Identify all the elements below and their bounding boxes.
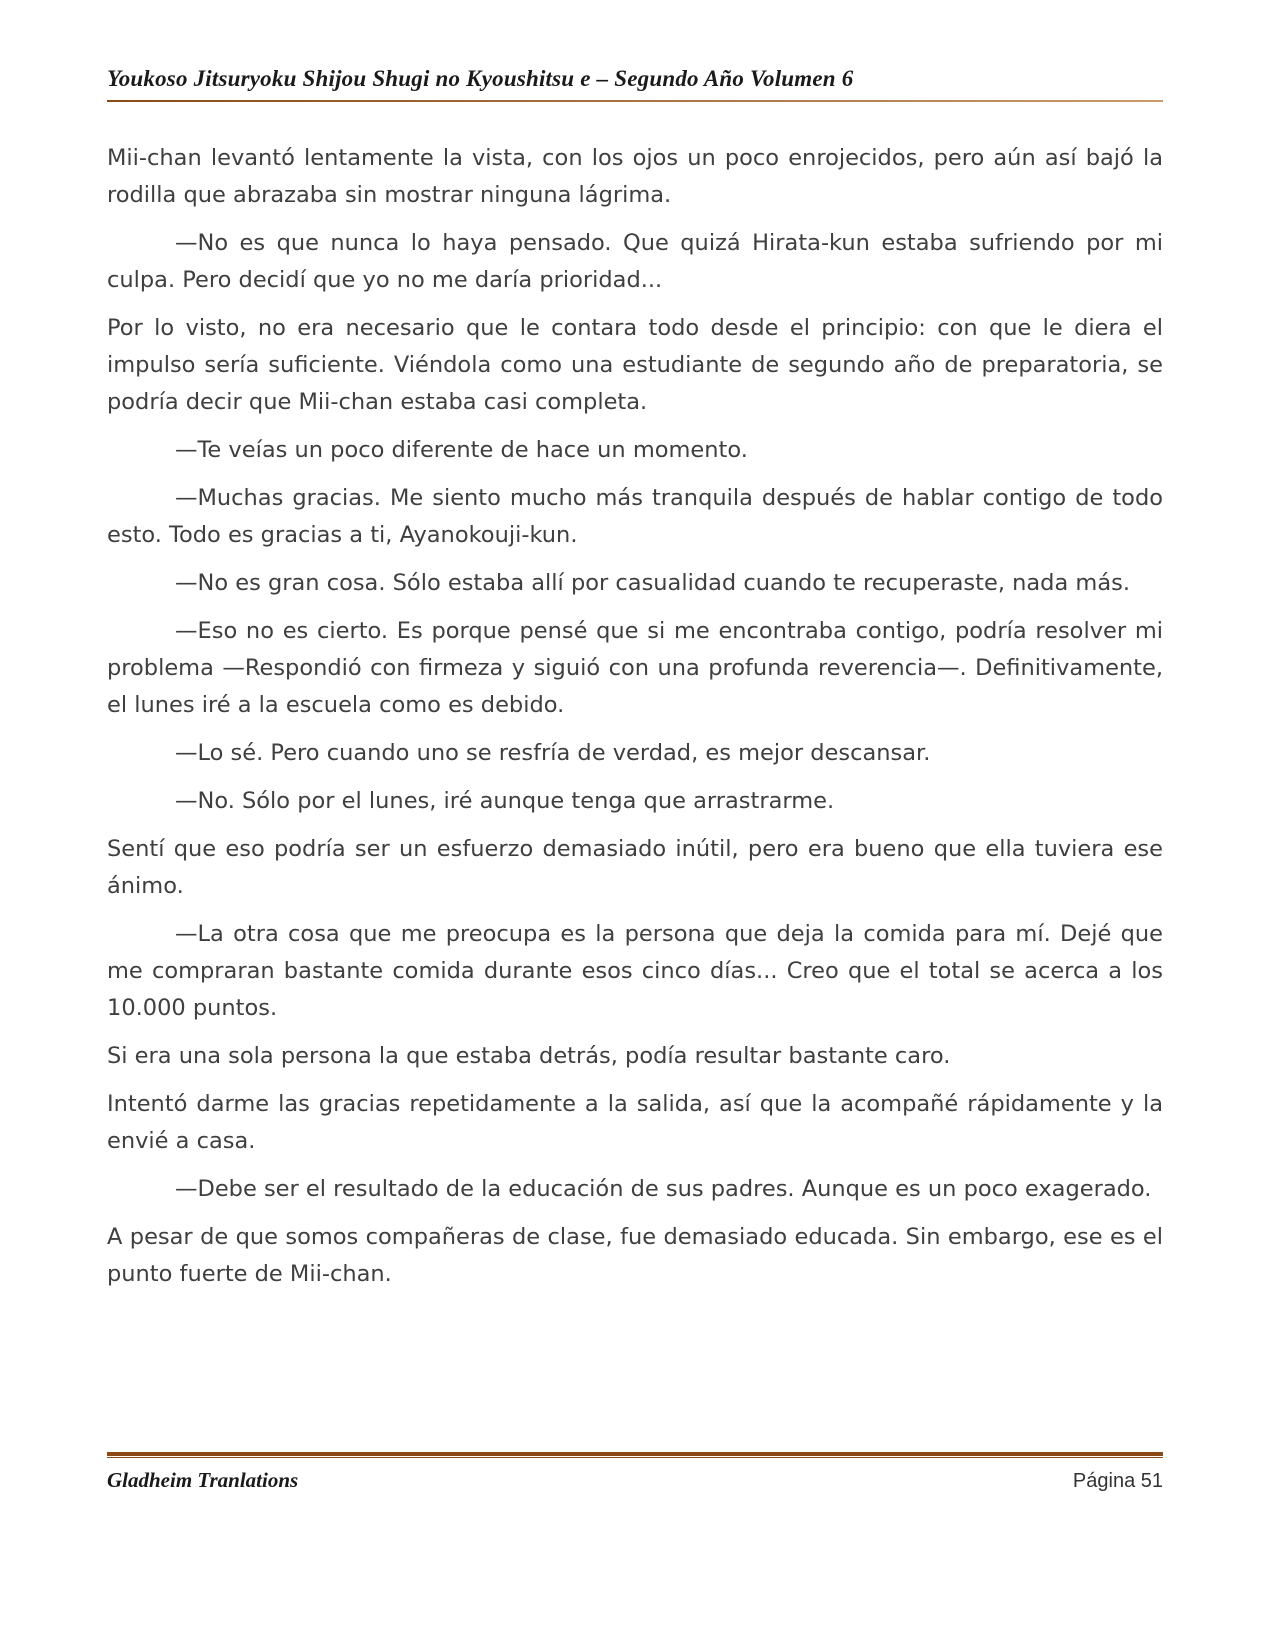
paragraph: Si era una sola persona la que estaba detrás, podía resultar bastante caro.	[107, 1043, 951, 1069]
paragraph: Intentó darme las gracias repetidamente a la salida, así que la acompañé rápidamente y la envié a casa.	[107, 1091, 1163, 1154]
footer-rule	[107, 1452, 1163, 1458]
paragraph: A pesar de que somos compañeras de clase, fue demasiado educada. Sin embargo, ese es el punto fuerte de Mii-chan.	[107, 1224, 1163, 1287]
paragraph: —Debe ser el resultado de la educación de sus padres. Aunque es un poco exagerado.	[175, 1176, 1152, 1202]
page-footer	[107, 1452, 1163, 1493]
header-title: Youkoso Jitsuryoku Shijou Shugi no Kyoushitsu e – Segundo Año Volumen 6	[107, 66, 854, 91]
page-number: Página 51	[1072, 1470, 1163, 1492]
paragraph: —Muchas gracias. Me siento mucho más tranquila después de hablar contigo de todo esto. Todo es gracias a ti, Ayanokouji-kun.	[107, 485, 1163, 548]
paragraph: —No. Sólo por el lunes, iré aunque tenga que arrastrarme.	[175, 788, 835, 814]
paragraph: Por lo visto, no era necesario que le contara todo desde el principio: con que le diera el impulso sería suficiente. Viéndola como una estudiante de segundo año de preparatoria, se podría decir que Mii-chan estaba casi completa.	[107, 315, 1163, 415]
page-header	[107, 66, 1163, 102]
paragraph: —Te veías un poco diferente de hace un momento.	[175, 437, 748, 463]
translator-credit: Gladheim Tranlations	[107, 1468, 299, 1492]
paragraph: Mii-chan levantó lentamente la vista, con los ojos un poco enrojecidos, pero aún así bajó la rodilla que abrazaba sin mostrar ninguna lágrima.	[107, 145, 1163, 208]
footer-row	[107, 1468, 1163, 1493]
paragraph: Sentí que eso podría ser un esfuerzo demasiado inútil, pero era bueno que ella tuviera ese ánimo.	[107, 836, 1163, 899]
paragraph: —No es gran cosa. Sólo estaba allí por casualidad cuando te recuperaste, nada más.	[175, 570, 1130, 596]
paragraph: —Lo sé. Pero cuando uno se resfría de verdad, es mejor descansar.	[175, 740, 931, 766]
document-body	[107, 140, 1163, 1304]
paragraph: —La otra cosa que me preocupa es la persona que deja la comida para mí. Dejé que me compraran bastante comida durante esos cinco días... Creo que el total se acerca a los 10.000 puntos.	[107, 921, 1163, 1021]
paragraph: —Eso no es cierto. Es porque pensé que si me encontraba contigo, podría resolver mi problema —Respondió con firmeza y siguió con una profunda reverencia—. Definitivamente, el lunes iré a la escuela como es debido.	[107, 618, 1163, 718]
header-rule	[107, 100, 1163, 102]
paragraph: —No es que nunca lo haya pensado. Que quizá Hirata-kun estaba sufriendo por mi culpa. Pero decidí que yo no me daría prioridad...	[107, 230, 1163, 293]
